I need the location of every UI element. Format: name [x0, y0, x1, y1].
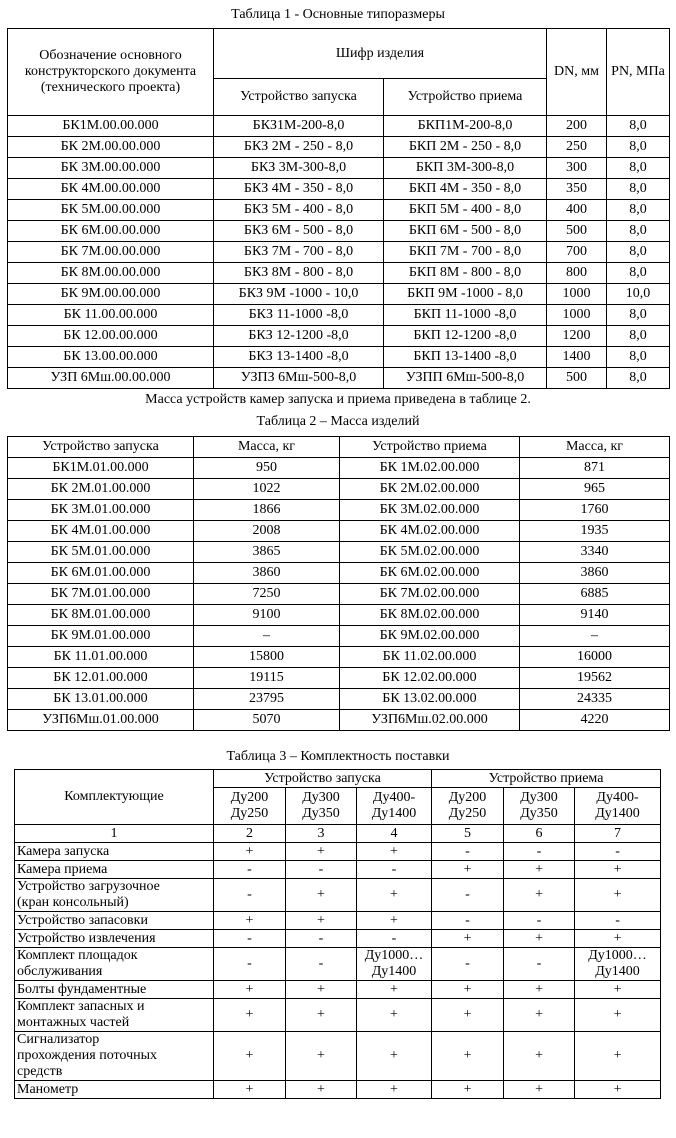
table-row [8, 158, 670, 179]
t3-value-cell: + [286, 879, 357, 912]
t3-value-cell: + [575, 981, 661, 999]
t3-value-cell: + [504, 879, 575, 912]
t1-header-receive: Устройство приема [384, 79, 547, 116]
cell-line: Ду1400 [371, 806, 417, 821]
t1-designation-cell: БК 6М.00.00.000 [8, 221, 214, 242]
t2-launch-mass-cell: 3865 [194, 542, 340, 563]
t3-value-cell: + [286, 981, 357, 999]
t1-pn-cell: 8,0 [607, 326, 670, 347]
table-row [8, 242, 670, 263]
t2-receive-cell: БК 5М.02.00.000 [340, 542, 520, 563]
t1-dn-cell: 800 [547, 263, 607, 284]
table2-caption: Таблица 2 – Масса изделий [256, 414, 420, 429]
t3-component-name [15, 912, 214, 930]
table-row [15, 861, 661, 879]
t1-receive-code-cell: БКП 6М - 500 - 8,0 [384, 221, 547, 242]
cell-line: обслуживания [17, 964, 103, 979]
cell-line: Комплект площадок [17, 948, 138, 963]
t1-receive-code-cell: БКП 11-1000 -8,0 [384, 305, 547, 326]
table1-main-sizes [7, 28, 670, 389]
t3-component-name [15, 999, 214, 1032]
t3-value-cell: - [286, 861, 357, 879]
t3-value-cell: + [357, 879, 432, 912]
t1-dn-cell: 350 [547, 179, 607, 200]
t2-header-receive-mass: Масса, кг [520, 437, 670, 458]
table-row [15, 843, 661, 861]
t3-value-cell: - [575, 843, 661, 861]
t1-receive-code-cell: БКП 5М - 400 - 8,0 [384, 200, 547, 221]
table-row [15, 981, 661, 999]
t3-header-components: Комплектующие [15, 770, 214, 825]
t3-value-cell: + [504, 1032, 575, 1081]
t2-launch-mass-cell: 3860 [194, 563, 340, 584]
t1-receive-code-cell: БКП 3М-300-8,0 [384, 158, 547, 179]
table-row [8, 179, 670, 200]
t3-column-number: 7 [575, 825, 661, 843]
table-row [15, 1081, 661, 1099]
t3-header-launch: Устройство запуска [214, 770, 432, 788]
t2-launch-mass-cell: 9100 [194, 605, 340, 626]
t1-dn-cell: 250 [547, 137, 607, 158]
t1-dn-cell: 1000 [547, 305, 607, 326]
t2-receive-cell: БК 11.02.00.000 [340, 647, 520, 668]
t3-value-cell: + [357, 999, 432, 1032]
t2-launch-cell: БК 7М.01.00.000 [8, 584, 194, 605]
t3-column-number: 4 [357, 825, 432, 843]
t3-value-cell: + [214, 1032, 286, 1081]
t2-receive-mass-cell: – [520, 626, 670, 647]
t2-receive-mass-cell: 4220 [520, 710, 670, 731]
t3-component-name [15, 879, 214, 912]
t2-receive-mass-cell: 1935 [520, 521, 670, 542]
t3-value-cell: + [286, 1032, 357, 1081]
t3-value-cell: - [357, 861, 432, 879]
t3-value-cell: - [504, 912, 575, 930]
table-row [15, 879, 661, 912]
table-row [8, 137, 670, 158]
t2-receive-mass-cell: 871 [520, 458, 670, 479]
t1-pn-cell: 10,0 [607, 284, 670, 305]
t3-value-cell: - [214, 948, 286, 981]
t2-receive-cell: УЗП6Мш.02.00.000 [340, 710, 520, 731]
t1-pn-cell: 8,0 [607, 179, 670, 200]
t1-designation-cell: БК 7М.00.00.000 [8, 242, 214, 263]
t3-component-name [15, 843, 214, 861]
t3-value-cell [357, 948, 432, 981]
t3-size-header [286, 788, 357, 825]
t2-launch-cell: БК 4М.01.00.000 [8, 521, 194, 542]
t2-receive-mass-cell: 1760 [520, 500, 670, 521]
table-row [15, 1032, 661, 1081]
t1-header-dn: DN, мм [547, 29, 607, 116]
t1-launch-code-cell: БКЗ 3М-300-8,0 [214, 158, 384, 179]
t3-value-cell: - [504, 843, 575, 861]
t2-launch-cell: БК 3М.01.00.000 [8, 500, 194, 521]
t2-receive-cell: БК 6М.02.00.000 [340, 563, 520, 584]
t2-receive-cell: БК 12.02.00.000 [340, 668, 520, 689]
table-row [8, 347, 670, 368]
t3-value-cell: + [504, 1081, 575, 1099]
cell-line: Ду300 [520, 790, 558, 805]
t3-value-cell: - [432, 948, 504, 981]
t3-value-cell: + [575, 1032, 661, 1081]
t3-size-header [214, 788, 286, 825]
t3-value-cell: + [504, 999, 575, 1032]
t3-component-name [15, 861, 214, 879]
t3-value-cell: + [286, 1081, 357, 1099]
t1-launch-code-cell: БКЗ 9М -1000 - 10,0 [214, 284, 384, 305]
table-row [8, 500, 670, 521]
t1-launch-code-cell: УЗПЗ 6Мш-500-8,0 [214, 368, 384, 389]
table-row [8, 563, 670, 584]
t3-value-cell: + [214, 912, 286, 930]
t3-value-cell: + [357, 912, 432, 930]
t3-value-cell: + [214, 1081, 286, 1099]
cell-line: прохождения поточных [17, 1048, 158, 1063]
t3-column-number: 2 [214, 825, 286, 843]
t1-header-designation: Обозначение основного конструкторского документа (технического проекта) [8, 29, 214, 116]
cell-line: Ду1400 [595, 964, 640, 979]
t1-designation-cell: БК 11.00.00.000 [8, 305, 214, 326]
t3-value-cell: - [432, 843, 504, 861]
table-row [8, 326, 670, 347]
t1-pn-cell: 8,0 [607, 137, 670, 158]
table-row [8, 284, 670, 305]
t3-value-cell: + [286, 999, 357, 1032]
t3-value-cell: + [575, 879, 661, 912]
t1-receive-code-cell: БКП 8М - 800 - 8,0 [384, 263, 547, 284]
cell-line: Ду200 [448, 790, 487, 805]
table3-caption: Таблица 3 – Комплектность поставки [226, 749, 450, 764]
t3-component-name [15, 930, 214, 948]
cell-line: Ду1000… [588, 948, 647, 963]
t2-receive-mass-cell: 3340 [520, 542, 670, 563]
cell-line: (кран консольный) [17, 895, 129, 910]
table-row [8, 368, 670, 389]
t1-designation-cell: УЗП 6Мш.00.00.000 [8, 368, 214, 389]
t1-launch-code-cell: БКЗ 2М - 250 - 8,0 [214, 137, 384, 158]
t2-receive-mass-cell: 16000 [520, 647, 670, 668]
t1-header-pn: PN, МПа [607, 29, 670, 116]
t1-launch-code-cell: БКЗ 6М - 500 - 8,0 [214, 221, 384, 242]
table2-mass [7, 436, 670, 731]
t2-header-launch-mass: Масса, кг [194, 437, 340, 458]
t1-receive-code-cell: БКП 9М -1000 - 8,0 [384, 284, 547, 305]
t3-value-cell: - [286, 948, 357, 981]
t1-receive-code-cell: УЗПП 6Мш-500-8,0 [384, 368, 547, 389]
t3-value-cell [575, 948, 661, 981]
t3-column-number: 5 [432, 825, 504, 843]
t1-dn-cell: 400 [547, 200, 607, 221]
cell-line: средств [17, 1064, 63, 1079]
t3-value-cell: + [286, 843, 357, 861]
table-row [8, 479, 670, 500]
t1-launch-code-cell: БКЗ 5М - 400 - 8,0 [214, 200, 384, 221]
t3-header-receive: Устройство приема [432, 770, 661, 788]
t1-launch-code-cell: БКЗ 12-1200 -8,0 [214, 326, 384, 347]
table-row [8, 305, 670, 326]
cell-line: Устройство загрузочное [17, 879, 160, 894]
t2-launch-mass-cell: 2008 [194, 521, 340, 542]
table-row [8, 689, 670, 710]
table-row [15, 930, 661, 948]
cell-line: Манометр [17, 1081, 79, 1097]
t1-dn-cell: 500 [547, 368, 607, 389]
t1-designation-cell: БК 2М.00.00.000 [8, 137, 214, 158]
t3-value-cell: - [214, 861, 286, 879]
t1-dn-cell: 1000 [547, 284, 607, 305]
t1-launch-code-cell: БКЗ 4М - 350 - 8,0 [214, 179, 384, 200]
cell-line: Болты фундаментные [17, 981, 147, 997]
t2-launch-cell: БК 12.01.00.000 [8, 668, 194, 689]
t1-dn-cell: 1200 [547, 326, 607, 347]
t2-launch-mass-cell: 1866 [194, 500, 340, 521]
cell-line: Ду200 [230, 790, 269, 805]
t1-dn-cell: 1400 [547, 347, 607, 368]
t2-receive-cell: БК 8М.02.00.000 [340, 605, 520, 626]
t3-value-cell: + [214, 843, 286, 861]
t3-value-cell: + [214, 999, 286, 1032]
t3-column-number: 6 [504, 825, 575, 843]
cell-line: Камера запуска [17, 843, 110, 859]
t3-value-cell: + [432, 930, 504, 948]
t1-pn-cell: 8,0 [607, 158, 670, 179]
t3-value-cell: + [504, 930, 575, 948]
cell-line: Ду1400 [371, 964, 417, 979]
table-row [15, 948, 661, 981]
t2-launch-cell: БК 8М.01.00.000 [8, 605, 194, 626]
t1-launch-code-cell: БКЗ 8М - 800 - 8,0 [214, 263, 384, 284]
t1-launch-code-cell: БКЗ 11-1000 -8,0 [214, 305, 384, 326]
t1-launch-code-cell: БКЗ 13-1400 -8,0 [214, 347, 384, 368]
t3-column-number: 3 [286, 825, 357, 843]
t3-value-cell: - [432, 912, 504, 930]
t1-pn-cell: 8,0 [607, 242, 670, 263]
table-row [15, 999, 661, 1032]
table-row [8, 521, 670, 542]
t1-header-code: Шифр изделия [214, 29, 547, 79]
table-row [8, 626, 670, 647]
cell-line: Ду350 [520, 806, 558, 821]
cell-line: Ду250 [230, 806, 269, 821]
t1-pn-cell: 8,0 [607, 305, 670, 326]
t3-column-number: 1 [15, 825, 214, 843]
t1-designation-cell: БК 3М.00.00.000 [8, 158, 214, 179]
t2-receive-cell: БК 3М.02.00.000 [340, 500, 520, 521]
t3-value-cell: + [504, 981, 575, 999]
t2-launch-mass-cell: 950 [194, 458, 340, 479]
t3-value-cell: - [214, 930, 286, 948]
t2-receive-mass-cell: 6885 [520, 584, 670, 605]
t2-launch-cell: УЗП6Мш.01.00.000 [8, 710, 194, 731]
t3-value-cell: + [432, 861, 504, 879]
t3-value-cell: + [432, 1081, 504, 1099]
t1-header-launch: Устройство запуска [214, 79, 384, 116]
cell-line: Комплект запасных и [17, 999, 145, 1014]
t2-receive-mass-cell: 24335 [520, 689, 670, 710]
t2-launch-cell: БК 6М.01.00.000 [8, 563, 194, 584]
t3-size-header [504, 788, 575, 825]
t2-receive-cell: БК 4М.02.00.000 [340, 521, 520, 542]
t2-receive-cell: БК 1М.02.00.000 [340, 458, 520, 479]
table-row [8, 710, 670, 731]
t2-launch-mass-cell: 15800 [194, 647, 340, 668]
table-row [8, 605, 670, 626]
t1-designation-cell: БК 13.00.00.000 [8, 347, 214, 368]
cell-line: Ду400- [596, 790, 639, 805]
cell-line: Ду250 [448, 806, 487, 821]
t2-receive-mass-cell: 3860 [520, 563, 670, 584]
t3-value-cell: + [357, 981, 432, 999]
t3-value-cell: - [575, 912, 661, 930]
t1-receive-code-cell: БКП 2М - 250 - 8,0 [384, 137, 547, 158]
t2-launch-cell: БК 2М.01.00.000 [8, 479, 194, 500]
mass-note: Масса устройств камер запуска и приема приведена в таблице 2. [145, 392, 531, 407]
table-row [8, 116, 670, 137]
t2-receive-cell: БК 2М.02.00.000 [340, 479, 520, 500]
t3-component-name [15, 948, 214, 981]
t3-size-header [432, 788, 504, 825]
t2-launch-cell: БК 5М.01.00.000 [8, 542, 194, 563]
t2-header-launch: Устройство запуска [8, 437, 194, 458]
t1-designation-cell: БК 9М.00.00.000 [8, 284, 214, 305]
t2-receive-mass-cell: 19562 [520, 668, 670, 689]
t2-receive-mass-cell: 965 [520, 479, 670, 500]
t3-size-header [357, 788, 432, 825]
t2-receive-mass-cell: 9140 [520, 605, 670, 626]
t2-launch-cell: БК1М.01.00.000 [8, 458, 194, 479]
t1-receive-code-cell: БКП 4М - 350 - 8,0 [384, 179, 547, 200]
t3-value-cell: + [575, 1081, 661, 1099]
t3-value-cell: + [357, 1081, 432, 1099]
cell-line: Камера приема [17, 861, 108, 877]
t3-value-cell: - [286, 930, 357, 948]
t3-value-cell: + [357, 1032, 432, 1081]
cell-line: Устройство извлечения [17, 930, 156, 946]
table3-delivery-set [14, 769, 661, 1099]
t3-value-cell: - [504, 948, 575, 981]
t2-launch-mass-cell: 19115 [194, 668, 340, 689]
t2-launch-mass-cell: 7250 [194, 584, 340, 605]
t3-component-name [15, 1032, 214, 1081]
t2-receive-cell: БК 9М.02.00.000 [340, 626, 520, 647]
t1-receive-code-cell: БКП1М-200-8,0 [384, 116, 547, 137]
t1-pn-cell: 8,0 [607, 368, 670, 389]
cell-line: Сигнализатор [17, 1032, 100, 1047]
t1-designation-cell: БК 4М.00.00.000 [8, 179, 214, 200]
t2-launch-mass-cell: 1022 [194, 479, 340, 500]
t3-value-cell: + [214, 981, 286, 999]
t2-launch-cell: БК 11.01.00.000 [8, 647, 194, 668]
table-row [8, 263, 670, 284]
t2-header-receive: Устройство приема [340, 437, 520, 458]
t1-dn-cell: 700 [547, 242, 607, 263]
cell-line: Ду400- [372, 790, 416, 805]
t2-launch-mass-cell: – [194, 626, 340, 647]
t1-pn-cell: 8,0 [607, 200, 670, 221]
t1-launch-code-cell: БКЗ 7М - 700 - 8,0 [214, 242, 384, 263]
t2-receive-cell: БК 13.02.00.000 [340, 689, 520, 710]
table-row [8, 200, 670, 221]
cell-line: Ду1400 [595, 806, 640, 821]
t1-designation-cell: БК 12.00.00.000 [8, 326, 214, 347]
t3-value-cell: + [575, 861, 661, 879]
t3-component-name [15, 981, 214, 999]
cell-line: Ду300 [302, 790, 340, 805]
table-row [8, 668, 670, 689]
t3-value-cell: + [357, 843, 432, 861]
t3-value-cell: + [504, 861, 575, 879]
t3-value-cell: - [214, 879, 286, 912]
t1-launch-code-cell: БКЗ1М-200-8,0 [214, 116, 384, 137]
t1-dn-cell: 500 [547, 221, 607, 242]
t1-dn-cell: 200 [547, 116, 607, 137]
t3-value-cell: - [432, 879, 504, 912]
table-row [8, 647, 670, 668]
t3-value-cell: + [432, 981, 504, 999]
t1-designation-cell: БК1М.00.00.000 [8, 116, 214, 137]
table1-caption: Таблица 1 - Основные типоразмеры [231, 7, 445, 22]
t2-launch-mass-cell: 23795 [194, 689, 340, 710]
t1-pn-cell: 8,0 [607, 263, 670, 284]
t1-designation-cell: БК 8М.00.00.000 [8, 263, 214, 284]
t3-value-cell: + [432, 1032, 504, 1081]
t3-value-cell: + [286, 912, 357, 930]
t2-launch-mass-cell: 5070 [194, 710, 340, 731]
t3-component-name [15, 1081, 214, 1099]
t2-receive-cell: БК 7М.02.00.000 [340, 584, 520, 605]
cell-line: монтажных частей [17, 1015, 130, 1030]
table-row [8, 221, 670, 242]
t1-receive-code-cell: БКП 12-1200 -8,0 [384, 326, 547, 347]
t2-launch-cell: БК 13.01.00.000 [8, 689, 194, 710]
t3-value-cell: + [432, 999, 504, 1032]
t1-receive-code-cell: БКП 7М - 700 - 8,0 [384, 242, 547, 263]
cell-line: Ду1000… [364, 948, 424, 963]
t1-receive-code-cell: БКП 13-1400 -8,0 [384, 347, 547, 368]
t3-size-header [575, 788, 661, 825]
table-row [8, 542, 670, 563]
t3-value-cell: - [357, 930, 432, 948]
t3-value-cell: + [575, 999, 661, 1032]
t1-pn-cell: 8,0 [607, 221, 670, 242]
cell-line: Ду350 [302, 806, 340, 821]
t1-designation-cell: БК 5М.00.00.000 [8, 200, 214, 221]
t3-value-cell: + [575, 930, 661, 948]
t1-pn-cell: 8,0 [607, 116, 670, 137]
table-row [15, 912, 661, 930]
table-row [8, 584, 670, 605]
table-row [8, 458, 670, 479]
cell-line: Устройство запасовки [17, 912, 148, 928]
t2-launch-cell: БК 9М.01.00.000 [8, 626, 194, 647]
t1-dn-cell: 300 [547, 158, 607, 179]
t1-pn-cell: 8,0 [607, 347, 670, 368]
